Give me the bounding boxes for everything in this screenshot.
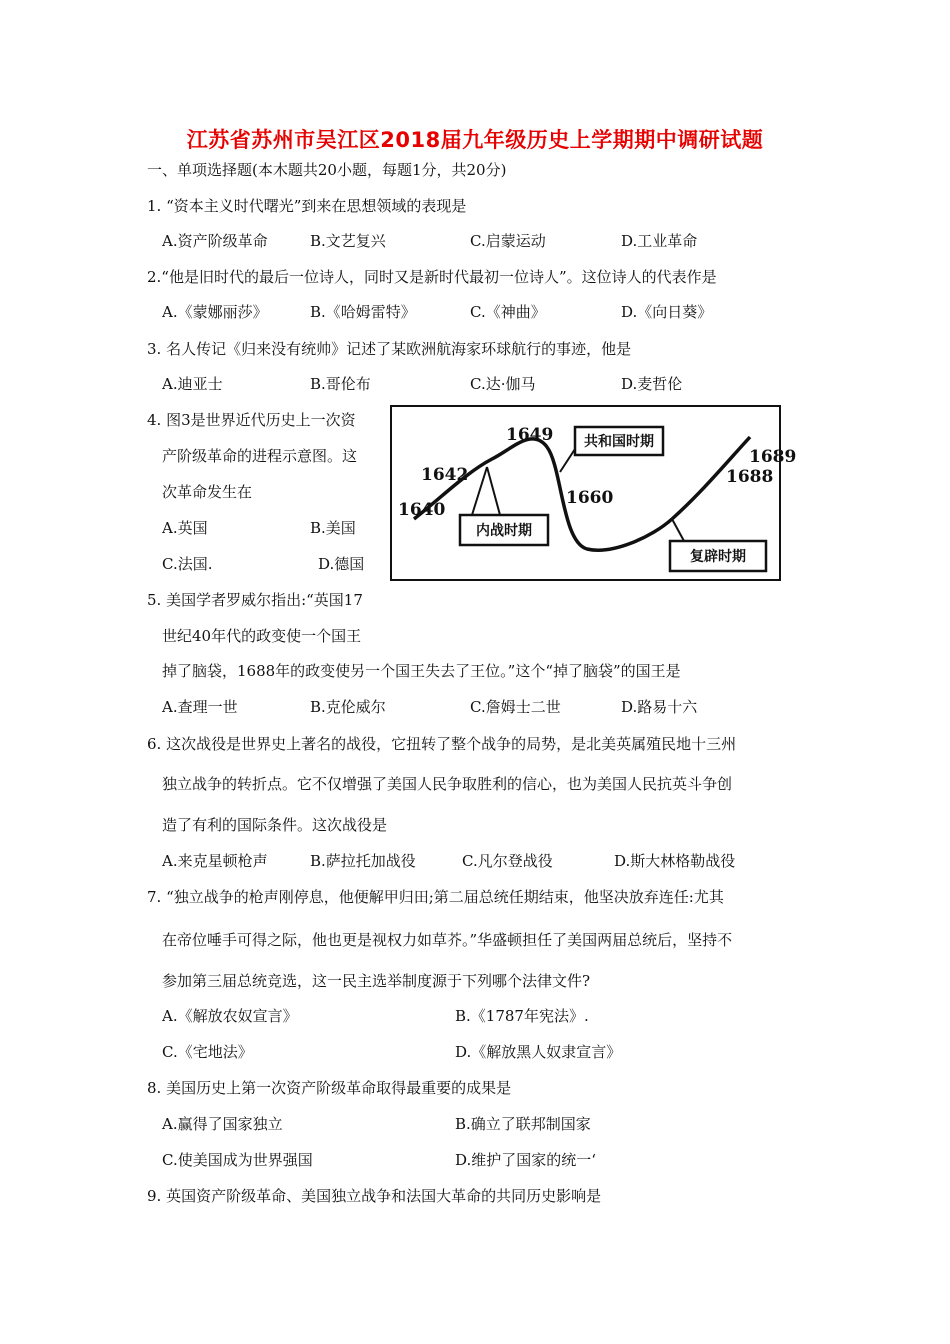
q6-option-c: C.凡尔登战役 [462, 852, 553, 870]
question-5-line-1: 5. 美国学者罗威尔指出:“英国17 [147, 591, 363, 609]
year-1660: 1660 [566, 488, 614, 508]
question-6-line-1: 6. 这次战役是世界史上著名的战役，它扭转了整个战争的局势，是北美英属殖民地十三州 [147, 735, 737, 753]
q4-option-b: B.美国 [310, 519, 356, 537]
label-restoration: 复辟时期 [690, 549, 746, 565]
section-heading: 一、单项选择题(本木题共20小题，每题1分，共20分) [147, 161, 507, 179]
question-4-line-1: 4. 图3是世界近代历史上一次资 [147, 411, 356, 429]
q6-option-d: D.斯大林格勒战役 [614, 852, 736, 870]
q2-option-d: D.《向日葵》 [621, 303, 713, 321]
question-5-line-3: 掉了脑袋，1688年的政变使另一个国王失去了王位。”这个“掉了脑袋”的国王是 [162, 662, 681, 680]
question-6-line-3: 造了有利的国际条件。这次战役是 [162, 816, 388, 834]
q7-option-a: A.《解放农奴宣言》 [162, 1007, 298, 1025]
q3-option-a: A.迪亚士 [162, 375, 223, 393]
question-7-line-3: 参加第三届总统竞选，这一民主选举制度源于下列哪个法律文件? [162, 972, 591, 990]
question-1: 1. “资本主义时代曙光”到来在思想领域的表现是 [147, 197, 467, 215]
q3-option-c: C.达·伽马 [470, 375, 536, 393]
q6-option-a: A.来克星顿枪声 [162, 852, 268, 870]
q7-option-d: D.《解放黑人奴隶宣言》 [455, 1043, 622, 1061]
question-7-line-2: 在帝位唾手可得之际，他也更是视权力如草芥。”华盛顿担任了美国两届总统后，坚持不 [162, 931, 733, 949]
question-7-line-1: 7. “独立战争的枪声刚停息，他便解甲归田;第二届总统任期结束，他坚决放弃连任:尤其 [147, 888, 724, 906]
document-title: 江苏省苏州市吴江区2018届九年级历史上学期期中调研试题 [186, 128, 764, 152]
process-curve-svg [392, 407, 797, 579]
q7-option-c: C.《宅地法》 [162, 1043, 253, 1061]
restoration-pointer [672, 519, 684, 541]
civil-war-pointer-right [487, 467, 500, 515]
question-4-line-3: 次革命发生在 [162, 483, 253, 501]
label-republic: 共和国时期 [584, 434, 654, 450]
q2-option-b: B.《哈姆雷特》 [310, 303, 416, 321]
q6-option-b: B.萨拉托加战役 [310, 852, 416, 870]
q4-option-d: D.德国 [318, 555, 365, 573]
year-1689: 1689 [749, 447, 797, 467]
question-2: 2.“他是旧时代的最后一位诗人，同时又是新时代最初一位诗人”。这位诗人的代表作是 [147, 268, 717, 286]
q5-option-b: B.克伦威尔 [310, 698, 386, 716]
q5-option-c: C.詹姆士二世 [470, 698, 561, 716]
question-4-line-2: 产阶级革命的进程示意图。这 [162, 447, 358, 465]
q7-option-b: B.《1787年宪法》. [455, 1007, 589, 1025]
year-1640: 1640 [398, 500, 446, 520]
q8-option-c: C.使美国成为世界强国 [162, 1151, 313, 1169]
q1-option-c: C.启蒙运动 [470, 232, 546, 250]
q3-option-b: B.哥伦布 [310, 375, 371, 393]
year-1649: 1649 [506, 425, 554, 445]
question-9: 9. 英国资产阶级革命、美国独立战争和法国大革命的共同历史影响是 [147, 1187, 602, 1205]
question-6-line-2: 独立战争的转折点。它不仅增强了美国人民争取胜利的信心，也为美国人民抗英斗争创 [162, 775, 733, 793]
q1-option-b: B.文艺复兴 [310, 232, 386, 250]
civil-war-pointer-left [472, 467, 487, 515]
q2-option-a: A.《蒙娜丽莎》 [162, 303, 268, 321]
revolution-process-diagram [390, 405, 797, 581]
q2-option-c: C.《神曲》 [470, 303, 546, 321]
q1-option-a: A.资产阶级革命 [162, 232, 268, 250]
q3-option-d: D.麦哲伦 [621, 375, 683, 393]
question-3: 3. 名人传记《归来没有统帅》记述了某欧洲航海家环球航行的事迹，他是 [147, 340, 632, 358]
year-1688: 1688 [726, 467, 774, 487]
q5-option-d: D.路易十六 [621, 698, 698, 716]
q1-option-d: D.工业革命 [621, 232, 698, 250]
q4-option-c: C.法国. [162, 555, 213, 573]
republic-pointer [560, 449, 575, 472]
year-1642: 1642 [421, 465, 469, 485]
q8-option-a: A.赢得了国家独立 [162, 1115, 283, 1133]
q5-option-a: A.查理一世 [162, 698, 238, 716]
q4-option-a: A.英国 [162, 519, 208, 537]
question-8: 8. 美国历史上第一次资产阶级革命取得最重要的成果是 [147, 1079, 512, 1097]
q8-option-d: D.维护了国家的统一‘ [455, 1151, 597, 1169]
q8-option-b: B.确立了联邦制国家 [455, 1115, 591, 1133]
label-civil-war: 内战时期 [476, 523, 532, 539]
question-5-line-2: 世纪40年代的政变使一个国王 [162, 627, 362, 645]
